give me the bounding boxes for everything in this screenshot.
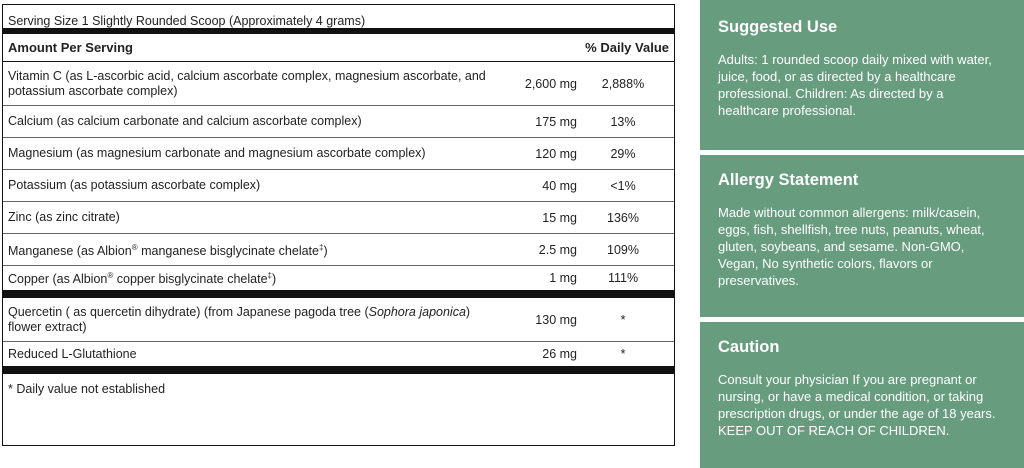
nutrient-amount: 2.5 mg [538,242,577,257]
nutrient-name-part: ) [323,244,328,259]
caution-body: Consult your physician If you are pregnant or nursing, or have a medical condition, or taking prescription drugs, or under the age of 18 years. KEEP OUT OF REACH OF CHILDREN. [718,372,996,438]
suggested-use-body: Adults: 1 rounded scoop daily mixed with water, juice, food, or as directed by a healthcare professional. Children: As directed by a healthcare professional. [718,52,992,118]
nutrient-row-magnesium [3,138,674,170]
nutrient-dv: * [620,347,626,361]
nutrient-row-vitamin-c [3,62,674,106]
serving-size: Serving Size 1 Slightly Rounded Scoop (Approximately 4 grams) [3,5,674,34]
nutrient-name-part: copper bisglycinate chelate [113,272,268,287]
header-daily-value: % Daily Value [585,40,669,55]
nutrient-amount: 130 mg [535,312,577,327]
nutrient-name-part: Copper (as Albion [8,272,108,287]
footnote: * Daily value not established [8,382,166,396]
nutrient-dv: 13% [610,114,636,129]
nutrient-name: Magnesium (as magnesium carbonate and magnesium ascorbate complex) [8,146,426,160]
suggested-use-title: Suggested Use [718,18,838,36]
nutrient-name: Reduced L-Glutathione [8,346,137,361]
nutrient-name [8,305,507,335]
double-dagger-mark: ‡ [267,271,272,281]
nutrient-row-manganese [3,234,674,266]
facts-header-row [3,34,674,62]
nutrient-amount: 120 mg [535,146,577,161]
nutrient-amount: 40 mg [542,178,577,193]
nutrient-dv: 109% [607,242,639,257]
nutrient-name: Calcium (as calcium carbonate and calcium ascorbate complex) [8,114,362,128]
nutrient-amount: 15 mg [542,210,577,225]
suggested-use-panel [700,0,1024,150]
nutrient-row-glutathione [3,342,674,374]
nutrient-amount: 1 mg [549,271,577,285]
nutrient-name-part: manganese bisglycinate chelate [137,244,319,259]
nutrient-name-italic: Sophora japonica [368,304,466,319]
nutrient-name-part: ) [272,272,277,287]
caution-panel [700,322,1024,468]
nutrient-dv: <1% [610,178,636,193]
nutrient-row-copper [3,266,674,298]
nutrient-row-calcium [3,106,674,138]
nutrient-dv: 111% [607,271,639,285]
nutrient-name-part: Quercetin ( as quercetin dihydrate) (from Japanese pagoda tree ( [8,304,369,319]
nutrient-dv: 2,888% [601,76,645,91]
nutrient-dv: 29% [610,146,636,161]
nutrient-name-part: Manganese (as Albion [8,244,132,259]
caution-title: Caution [718,338,780,356]
nutrient-name: Potassium (as potassium ascorbate complex) [8,178,261,192]
nutrient-name [8,240,507,259]
registered-mark: ® [131,242,138,252]
nutrient-amount: 2,600 mg [524,76,577,91]
allergy-statement-body: Made without common allergens: milk/casein, eggs, fish, shellfish, tree nuts, peanuts, wheat, gluten, soybeans, and sesame. Non-GMO, Vegan, No synthetic colors, flavors or preservatives. [718,205,985,288]
nutrient-dv: * [620,312,626,327]
allergy-statement-panel [700,155,1024,317]
double-dagger-mark: ‡ [318,242,324,252]
nutrient-name-part: ) flower extract) [8,304,471,334]
nutrient-row-zinc [3,202,674,234]
registered-mark: ® [107,271,114,281]
nutrient-name: Zinc (as zinc citrate) [8,210,120,224]
nutrient-row-quercetin [3,298,674,342]
nutrient-row-potassium [3,170,674,202]
nutrient-name: Vitamin C (as L-ascorbic acid, calcium ascorbate complex, magnesium ascorbate, and potassium ascorbate complex) [8,68,486,98]
nutrient-amount: 26 mg [542,347,577,361]
supplement-facts-table [2,4,675,446]
nutrient-name [8,268,507,287]
nutrient-dv: 136% [607,210,639,225]
allergy-statement-title: Allergy Statement [718,171,859,189]
nutrient-amount: 175 mg [535,114,577,129]
header-amount-per-serving: Amount Per Serving [8,40,133,55]
